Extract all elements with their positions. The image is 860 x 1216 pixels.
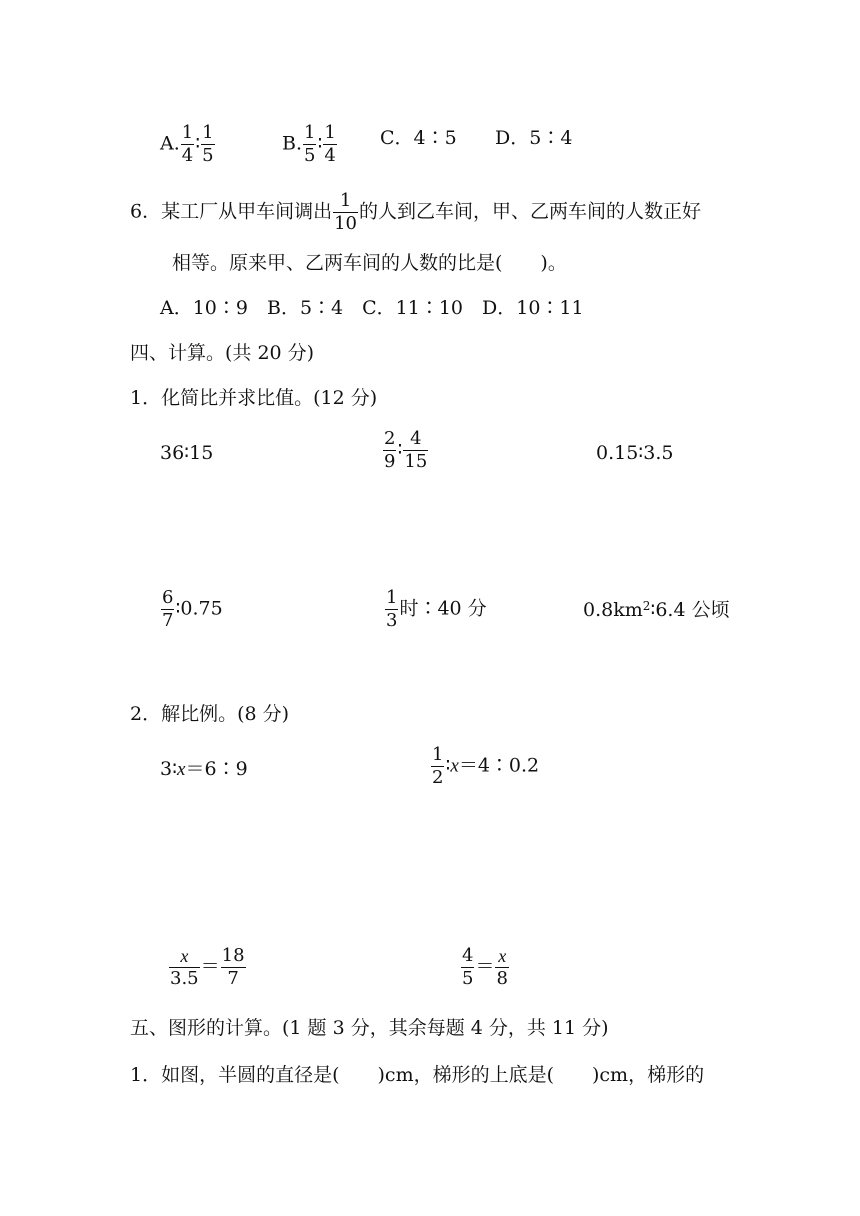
section-5-title: 五、图形的计算。(1 题 3 分，其余每题 4 分，共 11 分) — [130, 1017, 609, 1039]
q5-option-a: A. $\frac{1}{4}$ ∶ $\frac{1}{5}$ — [160, 122, 214, 166]
ratio-0.15-3.5: 0.15∶3.5 — [596, 442, 674, 464]
section-4-title: 四、计算。(共 20 分) — [130, 342, 315, 364]
ratio-36-15: 36∶15 — [160, 442, 214, 464]
section-5-q1: 1．如图，半圆的直径是( )cm，梯形的上底是( )cm，梯形的 — [130, 1064, 705, 1086]
q6-options: A．10∶9 B．5∶4 C．11∶10 D．10∶11 — [160, 297, 584, 319]
ratio-hour-to-minutes: $\frac{1}{3}$ 时∶40 分 — [386, 587, 487, 631]
proportion-3: $\frac{x}{3.5}$ ＝ $\frac{18}{7}$ — [170, 945, 245, 989]
ratio-6-7-to-0.75: $\frac{6}{7}$ ∶0.75 — [162, 587, 223, 631]
q5-option-c: C．4∶5 — [380, 127, 457, 149]
proportion-1: 3∶x＝6∶9 — [160, 758, 248, 780]
ratio-km2-to-hectare: $0.8km^2∶6.4$ 公顷 — [583, 599, 730, 621]
section-4-q1-title: 1．化简比并求比值。(12 分) — [130, 387, 378, 409]
proportion-2: $\frac{1}{2}$ ∶x＝4∶0.2 — [432, 744, 540, 788]
ratio-2-9-to-4-15: $\frac{2}{9}$ ∶ $\frac{4}{15}$ — [384, 428, 428, 472]
q6-stem-line2: 相等。原来甲、乙两车间的人数的比是( )。 — [172, 252, 567, 274]
proportion-4: $\frac{4}{5}$ ＝ $\frac{x}{8}$ — [462, 945, 508, 989]
q5-option-b: B. $\frac{1}{5}$ ∶ $\frac{1}{4}$ — [282, 122, 336, 166]
q5-option-d: D．5∶4 — [495, 127, 573, 149]
q6-stem: 6．某工厂从甲车间调出 $\frac{1}{10}$ 的人到乙车间，甲、乙两车间的人数正好 — [130, 190, 702, 234]
section-4-q2-title: 2．解比例。(8 分) — [130, 703, 290, 725]
